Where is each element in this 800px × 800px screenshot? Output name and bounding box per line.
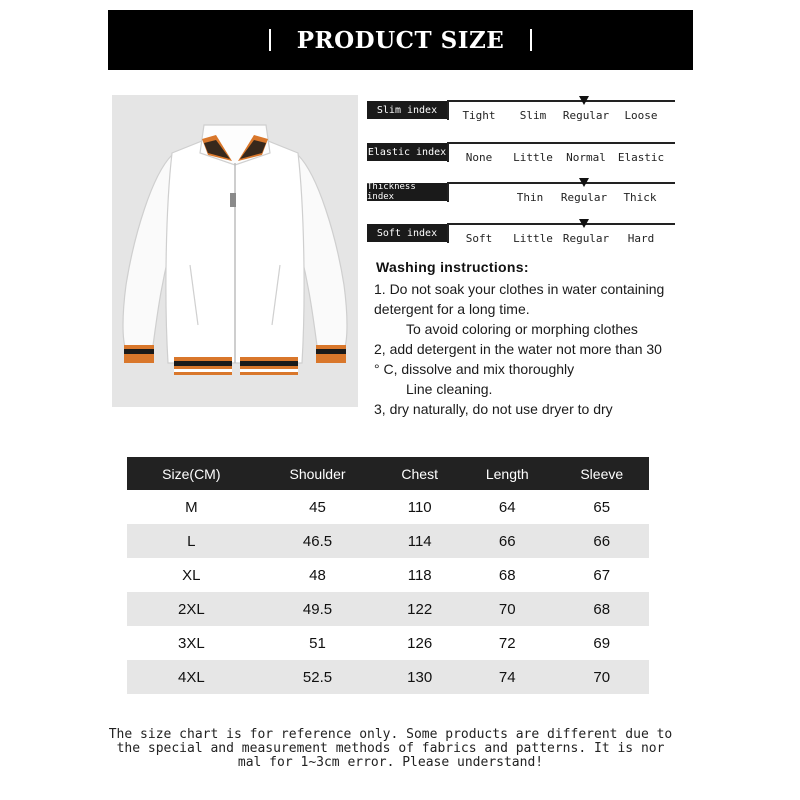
washing-line: ° C, dissolve and mix thoroughly: [374, 361, 575, 377]
page-header: [108, 10, 693, 70]
slim-index-row: [367, 100, 677, 140]
table-cell: 70: [460, 592, 554, 626]
table-cell: 66: [460, 524, 554, 558]
table-row: [127, 592, 649, 626]
table-cell: XL: [182, 566, 201, 584]
thickness-index-row: [367, 182, 677, 222]
table-cell: 51: [309, 634, 326, 652]
thickness-index-option: Thin: [516, 191, 544, 204]
table-row: [127, 490, 649, 524]
thickness-index-marker-icon: [579, 178, 589, 187]
header-divider-right: [530, 29, 532, 51]
table-cell: 65: [593, 498, 611, 516]
page-title: PRODUCT SIZE: [296, 26, 505, 54]
column-header: Chest: [379, 457, 460, 490]
disclaimer-line: mal for 1~3cm error. Please understand!: [237, 755, 544, 770]
soft-index-scale: [447, 223, 675, 225]
table-cell: 126: [407, 634, 433, 652]
soft-index-label: Soft index: [367, 224, 447, 242]
soft-index-row: [367, 223, 677, 263]
table-cell: 4XL: [127, 660, 256, 694]
slim-index-option: Tight: [462, 109, 496, 122]
table-cell: 48: [309, 566, 326, 584]
elastic-index-option: Elastic: [617, 151, 665, 164]
slim-index-scale: [447, 100, 675, 102]
slim-index-marker-icon: [579, 96, 589, 105]
washing-line: 2, add detergent in the water not more than 30: [374, 341, 662, 357]
elastic-index-scale: [447, 142, 675, 144]
table-cell: 2XL: [127, 592, 256, 626]
slim-index-option: Loose: [624, 109, 658, 122]
washing-instructions: [374, 259, 704, 419]
table-cell: M: [185, 498, 198, 516]
thickness-index-option: Regular: [560, 191, 608, 204]
thickness-index-option: Thick: [623, 191, 657, 204]
size-disclaimer: [108, 728, 673, 770]
table-cell: 64: [498, 498, 516, 516]
disclaimer-line: The size chart is for reference only. Some products are different due to: [108, 727, 673, 742]
washing-line: 1. Do not soak your clothes in water containing: [374, 281, 665, 297]
washing-line: To avoid coloring or morphing clothes: [406, 321, 638, 337]
table-cell: 118: [407, 566, 432, 584]
elastic-index-row: [367, 142, 677, 182]
table-cell: 3XL: [178, 634, 205, 652]
disclaimer-line: the special and measurement methods of fabrics and patterns. It is nor: [116, 741, 665, 756]
white-jacket-image: [112, 95, 358, 407]
table-cell: 68: [498, 566, 516, 584]
washing-line: 3, dry naturally, do not use dryer to dry: [374, 401, 613, 417]
elastic-index-label: Elastic index: [367, 143, 447, 161]
washing-line: Line cleaning.: [406, 381, 493, 397]
table-row: [127, 558, 649, 592]
soft-index-option: Little: [513, 232, 553, 245]
table-cell: 52.5: [256, 660, 380, 694]
table-cell: L: [127, 524, 256, 558]
elastic-index-option: Normal: [566, 151, 606, 164]
table-cell: 114: [379, 524, 460, 558]
thickness-index-label: Thickness index: [367, 183, 447, 201]
column-header: Size(CM): [127, 457, 256, 490]
table-cell: 46.5: [256, 524, 380, 558]
elastic-index-option: None: [465, 151, 493, 164]
table-row: [127, 660, 649, 694]
column-header: Length: [460, 457, 554, 490]
table-cell: 67: [593, 566, 611, 584]
elastic-index-option: Little: [513, 151, 553, 164]
table-cell: 69: [593, 634, 611, 652]
soft-index-option: Soft: [465, 232, 493, 245]
slim-index-option: Regular: [562, 109, 610, 122]
table-cell: 49.5: [256, 592, 380, 626]
table-cell: 45: [309, 498, 326, 516]
product-photo: [112, 95, 358, 407]
soft-index-option: Regular: [562, 232, 610, 245]
table-cell: 74: [460, 660, 554, 694]
table-cell: 72: [498, 634, 516, 652]
table-cell: 122: [379, 592, 460, 626]
soft-index-option: Hard: [627, 232, 655, 245]
slim-index-option: Slim: [519, 109, 547, 122]
header-divider-left: [269, 29, 271, 51]
table-row: [127, 626, 649, 660]
table-cell: 110: [407, 498, 432, 516]
table-header-row: [127, 457, 649, 490]
soft-index-marker-icon: [579, 219, 589, 228]
washing-title: Washing instructions:: [376, 259, 529, 275]
washing-line: detergent for a long time.: [374, 301, 530, 317]
thickness-index-scale: [447, 182, 675, 184]
size-chart-table: [127, 457, 649, 694]
table-cell: 66: [555, 524, 649, 558]
table-cell: 70: [555, 660, 649, 694]
table-row: [127, 524, 649, 558]
column-header: Shoulder: [256, 457, 380, 490]
table-cell: 68: [555, 592, 649, 626]
column-header: Sleeve: [555, 457, 649, 490]
table-cell: 130: [379, 660, 460, 694]
slim-index-label: Slim index: [367, 101, 447, 119]
